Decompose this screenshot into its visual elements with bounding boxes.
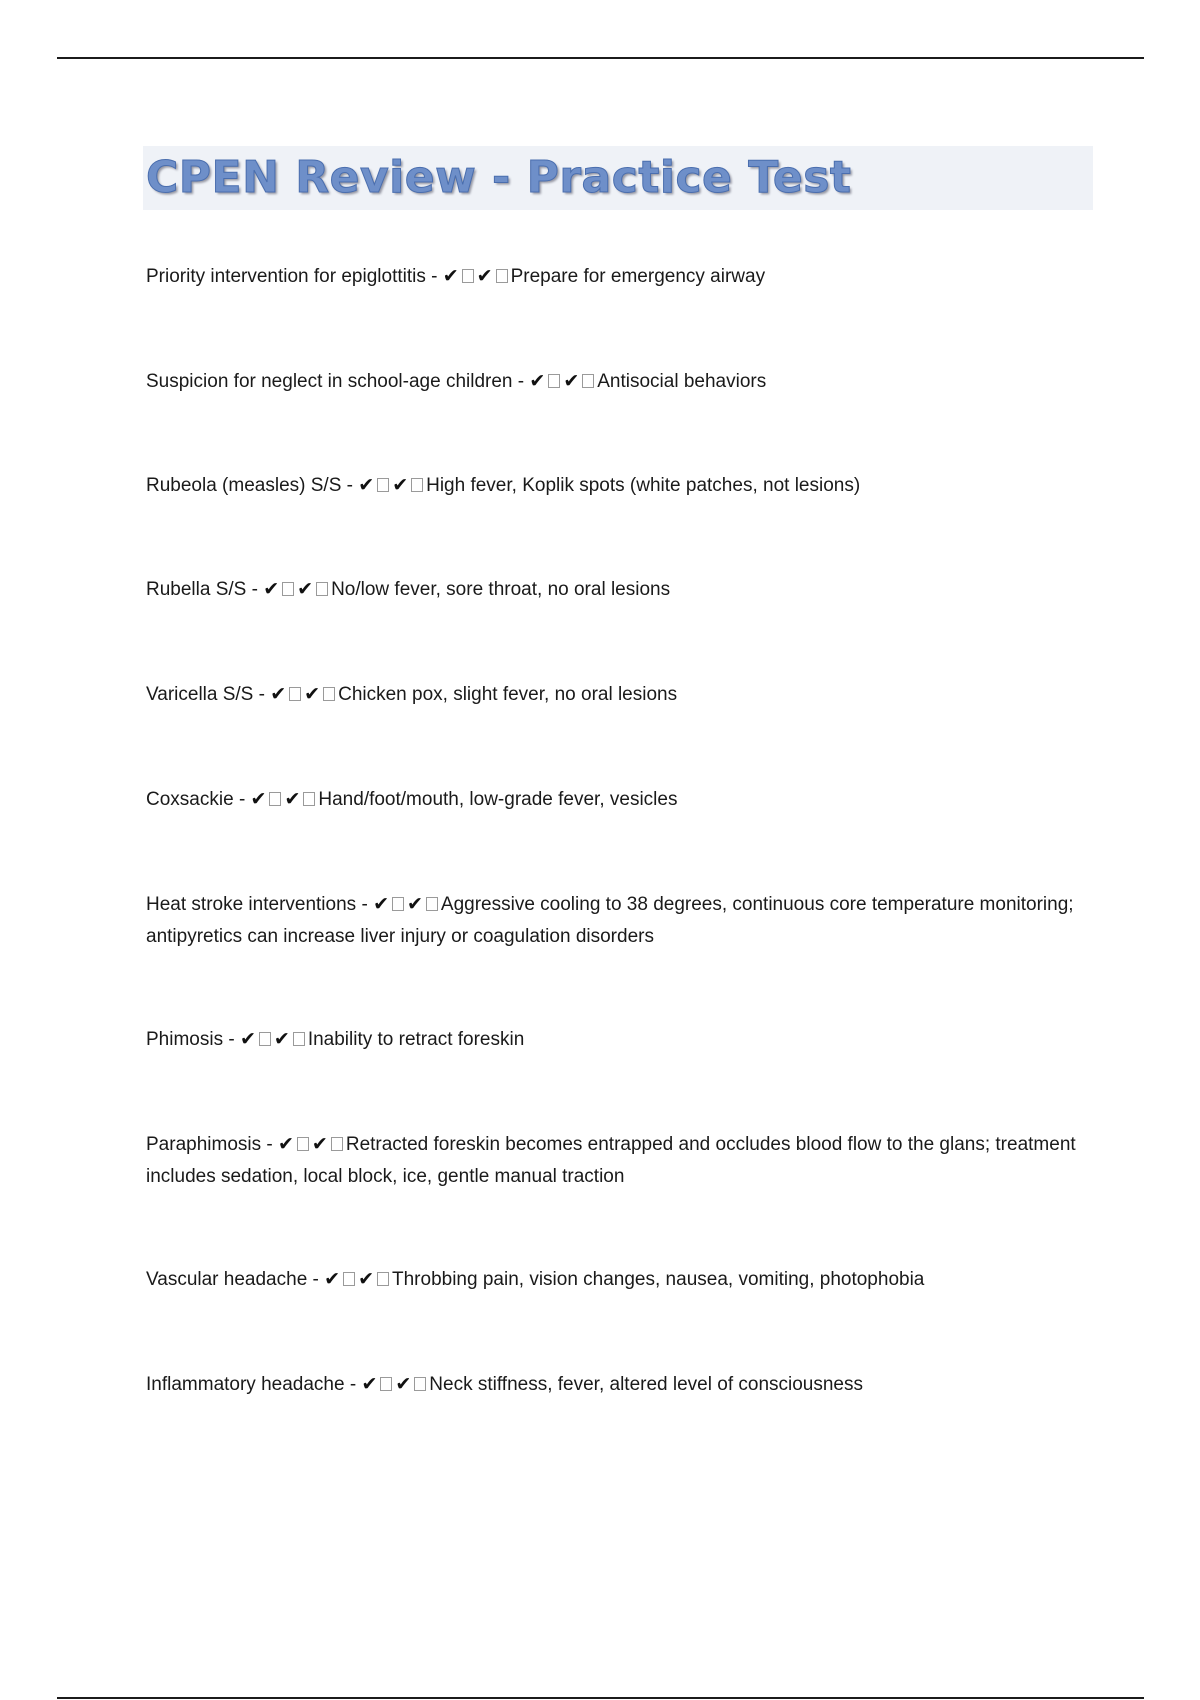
check-icon: ✔ <box>358 474 375 496</box>
check-icon: ✔ <box>529 370 546 392</box>
check-icon: ✔ <box>324 1268 341 1290</box>
entry-answer: Inability to retract foreskin <box>307 1029 525 1050</box>
top-rule <box>57 57 1144 59</box>
qa-entry <box>146 1368 1086 1401</box>
missing-glyph-icon <box>377 478 389 492</box>
missing-glyph-icon <box>411 478 423 492</box>
qa-entry <box>146 888 1086 953</box>
check-icon: ✔ <box>406 893 423 915</box>
qa-entry <box>146 1128 1086 1193</box>
missing-glyph-icon <box>582 374 594 388</box>
qa-entry <box>146 783 1086 816</box>
check-icon: ✔ <box>270 683 287 705</box>
separator: - <box>346 475 353 496</box>
missing-glyph-icon <box>462 269 474 283</box>
missing-glyph-icon <box>293 1032 305 1046</box>
missing-glyph-icon <box>303 792 315 806</box>
check-icon: ✔ <box>304 683 321 705</box>
separator: - <box>312 1269 319 1290</box>
qa-entry <box>146 365 1086 398</box>
entry-answer: Neck stiffness, fever, altered level of consciousness <box>429 1374 863 1395</box>
separator: - <box>431 266 438 287</box>
missing-glyph-icon <box>289 687 301 701</box>
check-icon: ✔ <box>563 370 580 392</box>
missing-glyph-icon <box>380 1377 392 1391</box>
check-icon: ✔ <box>476 265 493 287</box>
check-icon: ✔ <box>297 578 314 600</box>
entry-term: Varicella S/S <box>146 684 254 705</box>
check-icon: ✔ <box>239 1028 256 1050</box>
check-icon: ✔ <box>278 1133 294 1155</box>
entry-term: Rubeola (measles) S/S <box>146 475 342 496</box>
missing-glyph-icon <box>282 582 294 596</box>
missing-glyph-icon <box>426 897 438 911</box>
missing-glyph-icon <box>414 1377 426 1391</box>
qa-entry <box>146 469 1086 502</box>
check-icon: ✔ <box>395 1373 412 1395</box>
entry-term: Vascular headache <box>146 1269 308 1290</box>
page-title: CPEN Review - Practice Test <box>146 152 852 203</box>
missing-glyph-icon <box>496 269 508 283</box>
check-icon: ✔ <box>361 1373 378 1395</box>
entry-term: Priority intervention for epiglottitis <box>146 266 426 287</box>
entry-term: Suspicion for neglect in school-age children <box>146 371 513 392</box>
missing-glyph-icon <box>316 582 328 596</box>
entry-answer: Throbbing pain, vision changes, nausea, vomiting, photophobia <box>392 1269 925 1290</box>
separator: - <box>349 1374 357 1395</box>
missing-glyph-icon <box>297 1137 309 1151</box>
missing-glyph-icon <box>259 1032 271 1046</box>
missing-glyph-icon <box>548 374 560 388</box>
separator: - <box>258 684 265 705</box>
bottom-rule <box>57 1697 1144 1699</box>
check-icon: ✔ <box>311 1133 328 1155</box>
check-icon: ✔ <box>392 474 409 496</box>
check-icon: ✔ <box>358 1268 374 1290</box>
missing-glyph-icon <box>331 1137 343 1151</box>
qa-entry <box>146 1023 1086 1056</box>
check-icon: ✔ <box>250 788 267 810</box>
entry-answer: High fever, Koplik spots (white patches, not lesions) <box>426 475 861 496</box>
separator: - <box>238 789 246 810</box>
entry-answer: Prepare for emergency airway <box>510 266 766 287</box>
missing-glyph-icon <box>269 792 281 806</box>
entry-term: Rubella S/S <box>146 579 247 600</box>
entry-answer: Chicken pox, slight fever, no oral lesions <box>338 684 678 705</box>
entry-term: Inflammatory headache <box>146 1374 345 1395</box>
missing-glyph-icon <box>343 1272 355 1286</box>
entry-answer: Retracted foreskin becomes entrapped and occludes blood flow to the glans; treatment includes sedation, local block, ice, gentle manual traction <box>146 1134 1076 1187</box>
entry-answer: No/low fever, sore throat, no oral lesions <box>331 579 671 600</box>
check-icon: ✔ <box>263 578 280 600</box>
separator: - <box>266 1134 273 1155</box>
entry-answer: Hand/foot/mouth, low-grade fever, vesicles <box>318 789 678 810</box>
check-icon: ✔ <box>373 893 389 915</box>
entry-answer: Aggressive cooling to 38 degrees, continuous core temperature monitoring; antipyretics can increase liver injury or coagulation disorders <box>146 894 1074 947</box>
qa-entry <box>146 260 1086 293</box>
separator: - <box>517 371 525 392</box>
qa-entry <box>146 678 1086 711</box>
separator: - <box>251 579 258 600</box>
check-icon: ✔ <box>284 788 301 810</box>
entry-answer: Antisocial behaviors <box>597 371 767 392</box>
entry-term: Phimosis <box>146 1029 224 1050</box>
missing-glyph-icon <box>377 1272 389 1286</box>
separator: - <box>228 1029 235 1050</box>
qa-entry <box>146 1263 1086 1296</box>
missing-glyph-icon <box>392 897 404 911</box>
qa-entry <box>146 573 1086 606</box>
check-icon: ✔ <box>273 1028 290 1050</box>
entry-term: Heat stroke interventions <box>146 894 357 915</box>
entry-term: Paraphimosis <box>146 1134 262 1155</box>
check-icon: ✔ <box>442 265 459 287</box>
separator: - <box>361 894 368 915</box>
entry-term: Coxsackie <box>146 789 234 810</box>
missing-glyph-icon <box>323 687 335 701</box>
